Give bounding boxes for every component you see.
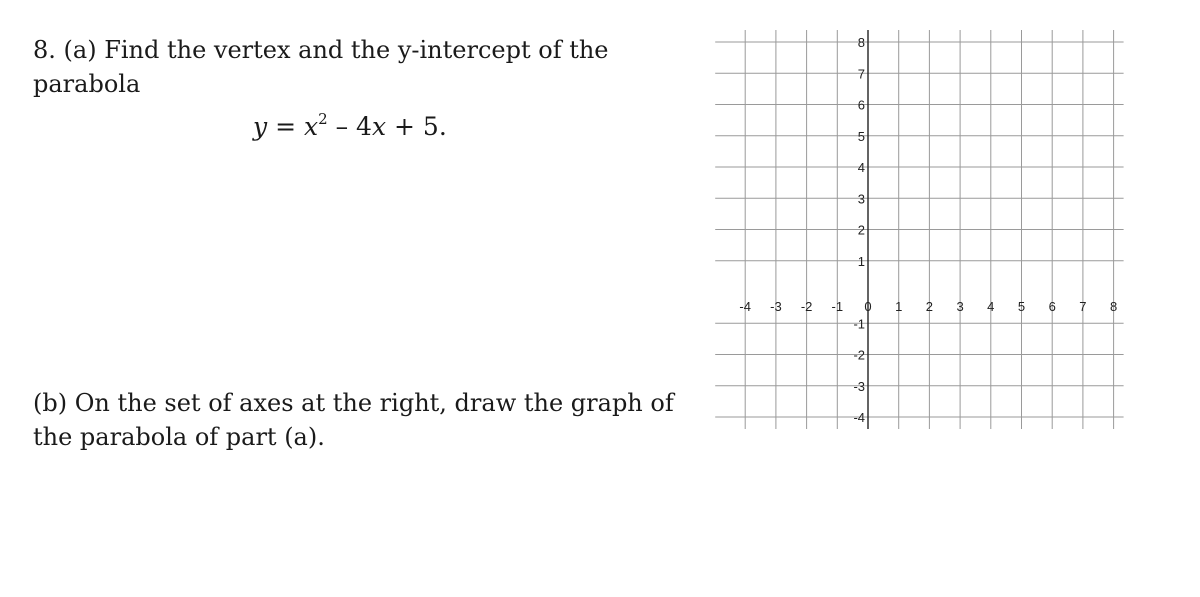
y-tick-label: 4 — [857, 160, 865, 175]
part-b-question: (b) On the set of axes at the right, draw the graph of the parabola of part (a). — [33, 389, 674, 451]
x-tick-label: -3 — [770, 299, 782, 314]
y-tick-label: -4 — [853, 410, 865, 425]
y-tick-label: -3 — [853, 378, 865, 394]
eq-coefficient: 4 — [356, 112, 372, 141]
x-tick-label: 1 — [895, 299, 903, 314]
x-tick-label: -4 — [739, 299, 751, 314]
eq-minus: – — [335, 112, 349, 141]
x-tick-label: 7 — [1079, 299, 1087, 314]
x-tick-label: 3 — [956, 299, 964, 314]
y-tick-label: 8 — [857, 35, 865, 50]
eq-constant: + 5. — [394, 112, 447, 141]
x-tick-label: 8 — [1109, 299, 1118, 314]
y-tick-label: 6 — [857, 97, 865, 113]
y-tick-label: 1 — [857, 253, 865, 269]
x-tick-label: -1 — [831, 299, 844, 314]
x-tick-label: 4 — [987, 299, 995, 314]
x-tick-label: -2 — [800, 299, 813, 314]
eq-y: y — [253, 112, 268, 141]
eq-equals: = — [275, 112, 297, 141]
x-tick-label: 0 — [864, 299, 872, 314]
y-tick-label: 2 — [857, 222, 865, 238]
x-tick-label: 6 — [1048, 299, 1056, 314]
y-tick-label: 3 — [857, 191, 865, 207]
eq-x: x — [303, 112, 319, 141]
x-tick-label: 5 — [1017, 299, 1026, 314]
x-tick-label: 2 — [925, 299, 934, 314]
y-tick-label: -2 — [853, 347, 865, 363]
y-tick-label: 7 — [857, 66, 865, 82]
y-tick-label: -1 — [853, 316, 865, 332]
grid-lines — [715, 30, 1123, 429]
part-a-question: 8. (a) Find the vertex and the y-intercept of the parabola — [33, 36, 609, 98]
eq-exponent: 2 — [318, 110, 328, 128]
y-tick-label: 5 — [857, 128, 865, 144]
eq-x-linear: x — [371, 112, 387, 141]
